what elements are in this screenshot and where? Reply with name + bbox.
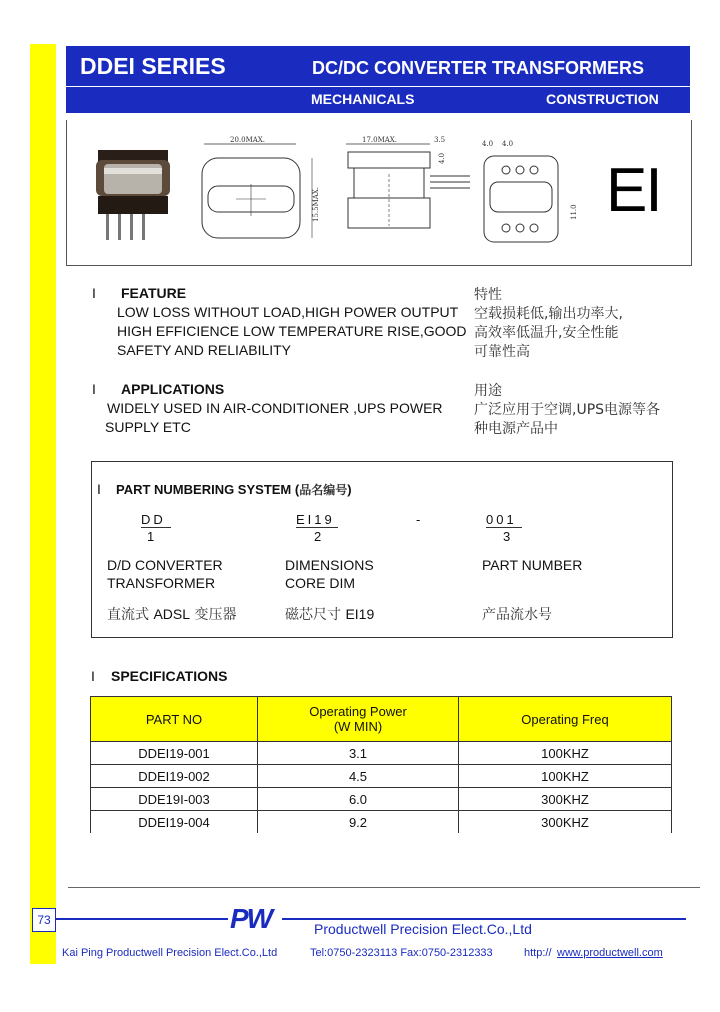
table-row — [91, 765, 672, 788]
product-title: DC/DC CONVERTER TRANSFORMERS — [312, 58, 645, 78]
dim-pitch-a: 4.0 — [482, 140, 494, 148]
table-row — [91, 788, 672, 811]
company-name: Productwell Precision Elect.Co.,Ltd — [314, 921, 532, 937]
feature-cn-line: 空载损耗低,输出功率大, — [474, 306, 623, 322]
code-index: 1 — [147, 529, 155, 544]
applications-cn-heading: 用途 — [474, 383, 502, 399]
code-index: 2 — [314, 529, 322, 544]
applications-cn-line: 种电源产品中 — [474, 421, 558, 437]
cell-part-no: DDEI19-004 — [91, 811, 258, 834]
code-underline — [141, 527, 171, 528]
cell-power: 9.2 — [258, 811, 459, 834]
cell-freq: 300KHZ — [459, 811, 672, 834]
pn-desc-2: DIMENSIONS — [285, 557, 374, 573]
mechanicals-label: MECHANICALS — [311, 91, 415, 107]
applications-bullet: I — [92, 381, 96, 397]
cell-freq: 100KHZ — [459, 742, 672, 765]
col-header-freq: Operating Freq — [459, 697, 672, 742]
page-number: 73 — [32, 908, 56, 932]
dim-width: 20.0MAX. — [230, 136, 266, 144]
code-index: 3 — [503, 529, 511, 544]
pn-desc-3: PART NUMBER — [482, 557, 583, 573]
core-type-label: EI — [606, 156, 661, 225]
cell-part-no: DDEI19-001 — [91, 742, 258, 765]
construction-label: CONSTRUCTION — [546, 91, 659, 107]
cell-power: 6.0 — [258, 788, 459, 811]
applications-line: WIDELY USED IN AIR-CONDITIONER ,UPS POWER — [107, 400, 443, 416]
side-strip — [30, 44, 56, 964]
transformer-photo — [92, 140, 182, 250]
footer-company: Kai Ping Productwell Precision Elect.Co.,Ltd — [62, 947, 278, 959]
pn-desc-1: D/D CONVERTER — [107, 557, 223, 573]
dim-pin-row: 11.0 — [570, 204, 578, 220]
table-row — [91, 742, 672, 765]
company-logo: PW — [230, 903, 272, 934]
specifications-table — [90, 696, 672, 833]
col-header-power: Operating Power (W MIN) — [258, 697, 459, 742]
pn-desc-2: CORE DIM — [285, 575, 355, 591]
feature-bullet: I — [92, 285, 96, 301]
dim-pitch-b: 4.0 — [502, 140, 514, 148]
code-number: 001 — [486, 512, 517, 527]
code-underline — [296, 527, 338, 528]
table-row — [91, 811, 672, 834]
series-title: DDEI SERIES — [80, 53, 226, 79]
code-dimension: EI19 — [296, 512, 335, 527]
feature-line: SAFETY AND RELIABILITY — [117, 342, 292, 358]
dim-side: 4.0 — [438, 152, 446, 164]
pn-cn-desc-2: 磁芯尺寸 EI19 — [285, 606, 375, 623]
cell-power: 3.1 — [258, 742, 459, 765]
footer-contact: Tel:0750-2323113 Fax:0750-2312333 — [310, 947, 493, 959]
cell-power: 4.5 — [258, 765, 459, 788]
pn-desc-1: TRANSFORMER — [107, 575, 216, 591]
specifications-bullet: I — [91, 668, 95, 684]
table-header-row — [91, 697, 672, 742]
pn-cn-desc-1: 直流式 ADSL 变压器 — [107, 606, 237, 623]
dim-depth: 17.0MAX. — [362, 136, 398, 144]
code-separator: - — [416, 512, 421, 527]
dim-pin: 3.5 — [434, 136, 446, 144]
cell-part-no: DDEI19-002 — [91, 765, 258, 788]
footer-rule — [282, 918, 686, 920]
feature-line: HIGH EFFICIENCE LOW TEMPERATURE RISE,GOOD — [117, 323, 467, 339]
part-numbering-bullet: I — [97, 481, 101, 497]
applications-cn-line: 广泛应用于空调,UPS电源等各 — [474, 402, 661, 418]
feature-line: LOW LOSS WITHOUT LOAD,HIGH POWER OUTPUT — [117, 304, 459, 320]
dim-height: 15.5MAX. — [312, 186, 320, 222]
code-underline — [486, 527, 522, 528]
cell-freq: 300KHZ — [459, 788, 672, 811]
applications-line: SUPPLY ETC — [105, 419, 191, 435]
feature-cn-line: 可靠性高 — [474, 344, 530, 360]
applications-heading: APPLICATIONS — [121, 381, 225, 397]
specifications-heading: SPECIFICATIONS — [111, 668, 228, 684]
code-series: DD — [141, 512, 166, 527]
footer-url-link[interactable]: www.productwell.com — [557, 947, 663, 959]
mechanical-drawing — [190, 134, 578, 246]
cell-part-no: DDE19I-003 — [91, 788, 258, 811]
part-numbering-heading: PART NUMBERING SYSTEM (品名编号) — [116, 482, 352, 497]
pn-cn-desc-3: 产品流水号 — [482, 607, 552, 623]
footer-url-prefix: http:// — [524, 947, 552, 959]
footer-rule — [56, 918, 228, 920]
feature-cn-line: 高效率低温升,安全性能 — [474, 325, 619, 341]
col-header-part-no: PART NO — [91, 697, 258, 742]
feature-heading: FEATURE — [121, 285, 187, 301]
cell-freq: 100KHZ — [459, 765, 672, 788]
section-divider — [68, 887, 700, 888]
feature-cn-heading: 特性 — [474, 287, 502, 303]
